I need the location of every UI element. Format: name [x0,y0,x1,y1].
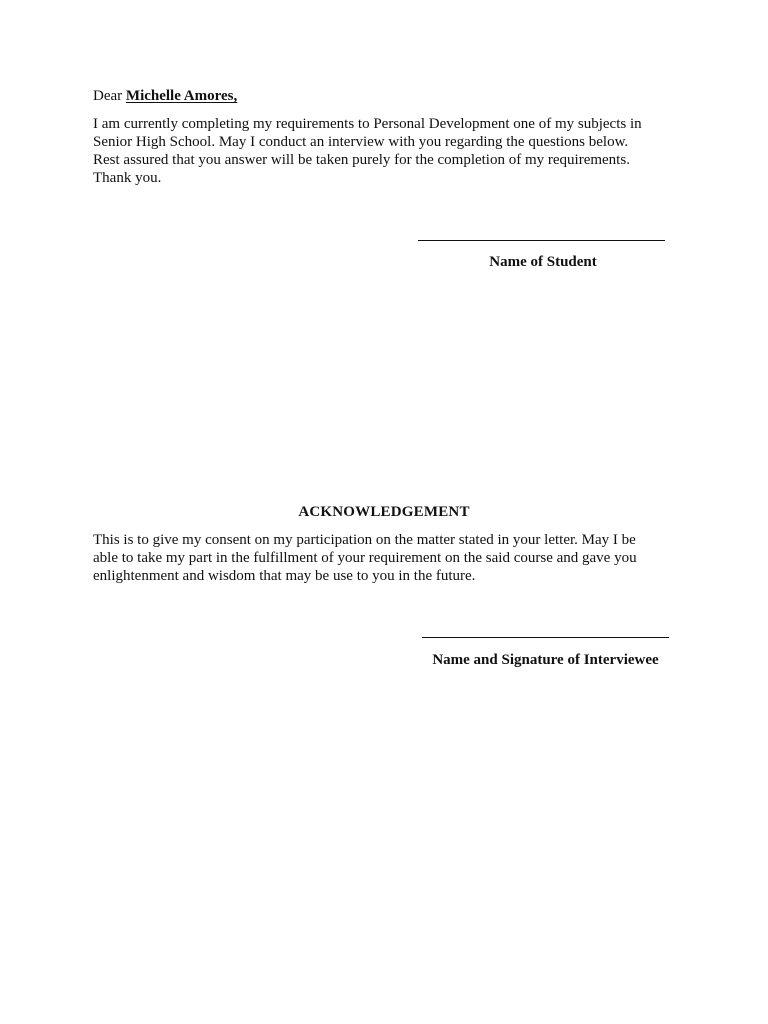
acknowledgement-body-line: This is to give my consent on my participation on the matter stated in your letter. May I be [93,532,636,548]
student-signature-label: Name of Student [489,254,597,270]
greeting-text: Dear [93,88,123,104]
salutation [93,87,237,105]
acknowledgement-title: ACKNOWLEDGEMENT [298,504,470,520]
acknowledgement-body-line: enlightenment and wisdom that may be use to you in the future. [93,568,476,584]
interviewee-signature-line [422,637,669,638]
recipient-name: Michelle Amores, [125,88,238,104]
letter-body-line: Rest assured that you answer will be taken purely for the completion of my requirements. [93,152,630,168]
student-signature-line [418,240,665,241]
acknowledgement-body [93,531,683,585]
letter-body-line: Senior High School. May I conduct an interview with you regarding the questions below. [93,134,629,150]
acknowledgement-body-line: able to take my part in the fulfillment of your requirement on the said course and gave you [93,550,637,566]
interviewee-signature-label: Name and Signature of Interviewee [432,652,659,668]
letter-body-line: I am currently completing my requirements to Personal Development one of my subjects in [93,116,642,132]
letter-body [93,115,683,187]
letter-body-line: Thank you. [93,170,162,186]
